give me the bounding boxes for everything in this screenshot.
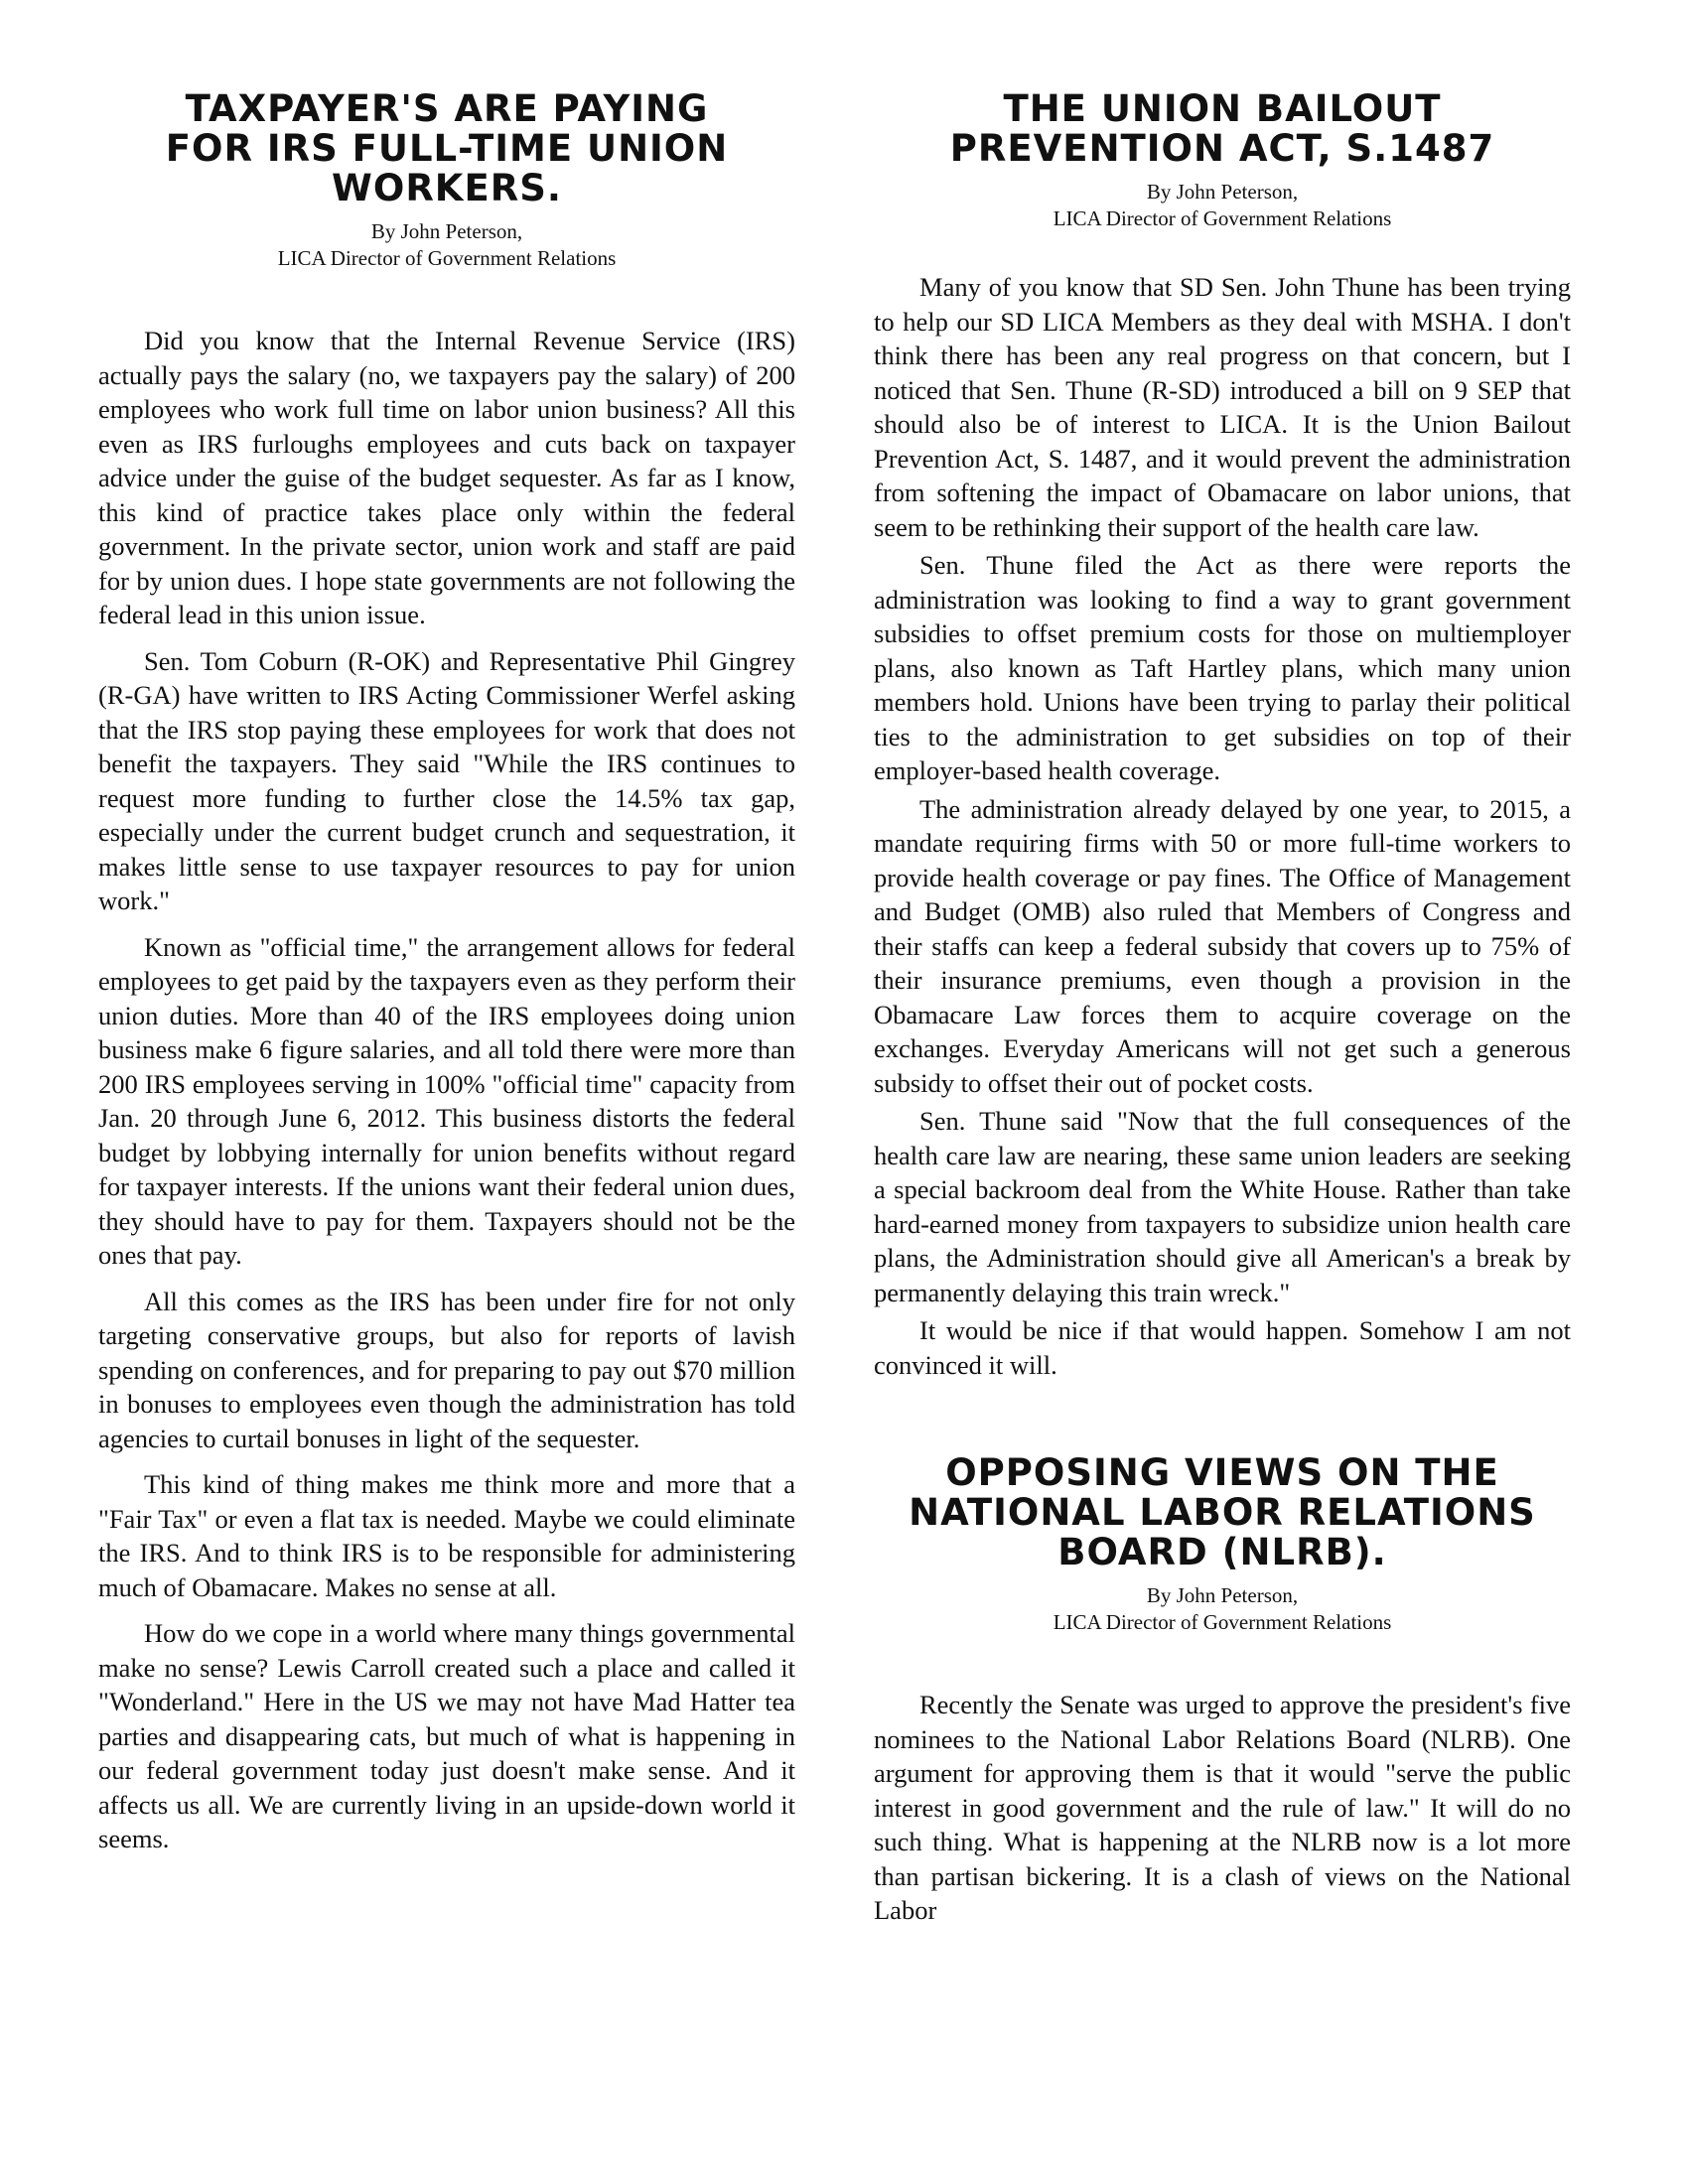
article-paragraph: Sen. Tom Coburn (R-OK) and Representative Phil Gingrey (R-GA) have written to IRS Acting Commissioner Werfel asking that the IRS stop paying these employees for work that does not benefit the taxpayers. They said "While the IRS continues to request more funding to further close the 14.5% tax gap, especially under the current budget crunch and sequestration, it makes little sense to use taxpayer resources to pay for union work." <box>98 645 795 915</box>
right-column <box>874 89 1571 1940</box>
headline-line: WORKERS. <box>332 167 562 209</box>
article-headline <box>874 89 1571 169</box>
article-irs-union-workers <box>98 89 795 1856</box>
byline-author: By John Peterson, <box>1146 180 1299 204</box>
article-byline <box>874 179 1571 232</box>
article-body <box>98 324 795 1856</box>
article-paragraph: Recently the Senate was urged to approve the president's five nominees to the National Labor Relations Board (NLRB). One argument for approving them is that it would "serve the public interest in good government and the rule of law." It will do no such thing. What is happening at the NLRB now is a lot more than partisan bickering. It is a clash of views on the National Labor <box>874 1690 1571 1925</box>
article-body <box>874 1688 1571 1928</box>
article-paragraph: How do we cope in a world where many things governmental make no sense? Lewis Carroll created such a place and called it "Wonderland." Here in the US we may not have Mad Hatter tea parties and disappearing cats, but much of what is happening in our federal government today just doesn't make sense. And it affects us all. We are currently living in an upside-down world it seems. <box>98 1618 795 1853</box>
byline-title: LICA Director of Government Relations <box>1053 206 1392 230</box>
headline-line: TAXPAYER'S ARE PAYING <box>185 87 709 130</box>
byline-title: LICA Director of Government Relations <box>1053 1610 1392 1634</box>
headline-line: BOARD (NLRB). <box>1057 1531 1387 1573</box>
article-nlrb-views <box>874 1453 1571 1928</box>
article-paragraph: Sen. Thune filed the Act as there were reports the administration was looking to find a way to grant government subsidies to offset premium costs for those on multiemployer plans, also known as Taft Hartley plans, which many union members hold. Unions have been trying to parlay their political ties to the administration to get subsidies on top of their employer-based health coverage. <box>874 550 1571 785</box>
article-headline <box>98 89 795 208</box>
headline-line: FOR IRS FULL-TIME UNION <box>165 127 729 170</box>
article-paragraph: Did you know that the Internal Revenue Service (IRS) actually pays the salary (no, we taxpayers pay the salary) of 200 employees who work full time on labor union business? All this even as IRS furloughs employees and cuts back on taxpayer advice under the guise of the budget sequester. As far as I know, this kind of practice takes place only within the federal government. In the private sector, union work and staff are paid for by union dues. I hope state governments are not following the federal lead in this union issue. <box>98 326 795 629</box>
article-paragraph: It would be nice if that would happen. Somehow I am not convinced it will. <box>874 1315 1571 1380</box>
byline-author: By John Peterson, <box>370 219 523 243</box>
article-body <box>874 270 1571 1382</box>
article-paragraph: The administration already delayed by one year, to 2015, a mandate requiring firms with 50 or more full-time workers to provide health coverage or pay fines. The Office of Management and Budget (OMB) also ruled that Members of Congress and their staffs can keep a federal subsidy that covers up to 75% of their insurance premiums, even though a provision in the Obamacare Law forces them to acquire coverage on the exchanges. Everyday Americans will not get such a generous subsidy to offset their out of pocket costs. <box>874 793 1571 1098</box>
article-union-bailout-act <box>874 89 1571 1382</box>
headline-line: PREVENTION ACT, S.1487 <box>949 127 1495 170</box>
article-paragraph: All this comes as the IRS has been under fire for not only targeting conservative groups, but also for reports of lavish spending on conferences, and for preparing to pay out $70 million in bonuses to employees even though the administration has told agencies to curtail bonuses in light of the sequester. <box>98 1286 795 1453</box>
headline-line: NATIONAL LABOR RELATIONS <box>909 1491 1536 1534</box>
article-headline <box>874 1453 1571 1572</box>
byline-title: LICA Director of Government Relations <box>277 246 617 270</box>
article-byline <box>874 1582 1571 1636</box>
byline-author: By John Peterson, <box>1146 1583 1299 1607</box>
left-column <box>98 89 795 1868</box>
article-paragraph: This kind of thing makes me think more and more that a "Fair Tax" or even a flat tax is needed. Maybe we could eliminate the IRS. And to think IRS is to be responsible for administering much of Obamacare. Makes no sense at all. <box>98 1469 795 1602</box>
headline-line: THE UNION BAILOUT <box>1003 87 1442 130</box>
article-byline <box>98 218 795 272</box>
headline-line: OPPOSING VIEWS ON THE <box>945 1451 1499 1494</box>
article-paragraph: Known as "official time," the arrangement allows for federal employees to get paid by the taxpayers even as they perform their union duties. More than 40 of the IRS employees doing union business make 6 figure salaries, and all told there were more than 200 IRS employees serving in 100% "official time" capacity from Jan. 20 through June 6, 2012. This business distorts the federal budget by lobbying internally for union benefits without regard for taxpayer interests. If the unions want their federal union dues, they should have to pay for them. Taxpayers should not be the ones that pay. <box>98 931 795 1270</box>
article-paragraph: Sen. Thune said "Now that the full consequences of the health care law are nearing, these same union leaders are seeking a special backroom deal from the White House. Rather than take hard-earned money from taxpayers to subsidize union health care plans, the Administration should give all American's a break by permanently delaying this train wreck." <box>874 1106 1571 1307</box>
article-paragraph: Many of you know that SD Sen. John Thune has been trying to help our SD LICA Members as they deal with MSHA. I don't think there has been any real progress on that concern, but I noticed that Sen. Thune (R-SD) introduced a bill on 9 SEP that should also be of interest to LICA. It is the Union Bailout Prevention Act, S. 1487, and it would prevent the administration from softening the impact of Obamacare on labor unions, that seem to be rethinking their support of the health care law. <box>874 272 1571 542</box>
